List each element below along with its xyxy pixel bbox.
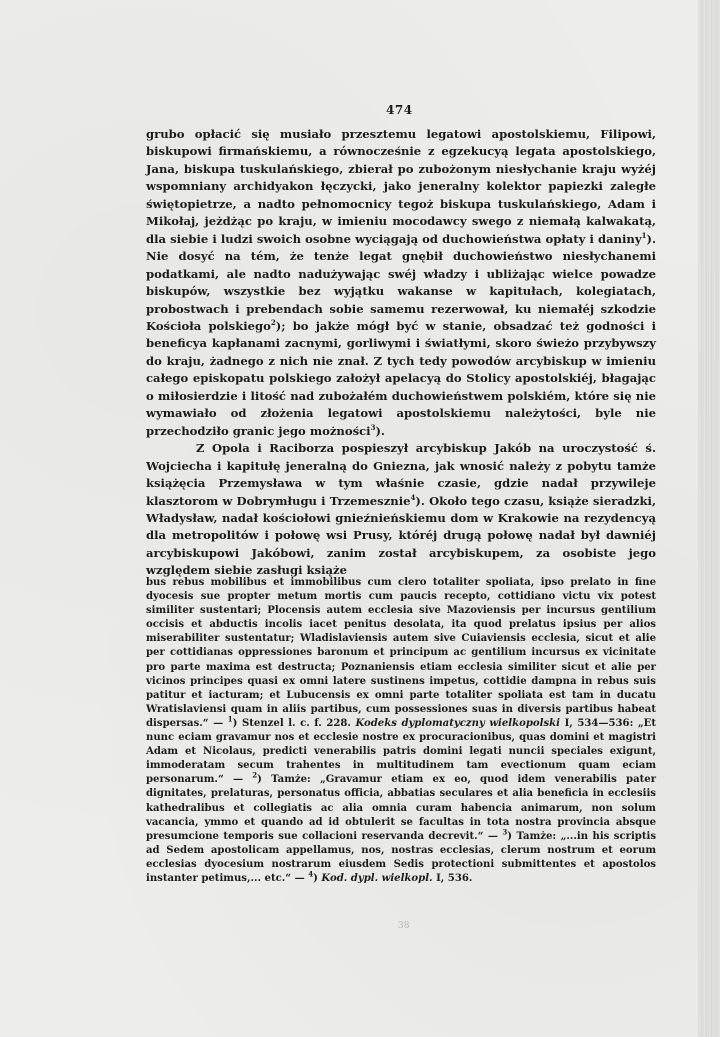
footnote-ref: 3 bbox=[370, 422, 376, 432]
footnote-mark: 1 bbox=[227, 714, 233, 724]
footnote-mark: 2 bbox=[252, 770, 258, 780]
footnote-mark: 4 bbox=[308, 869, 314, 879]
footnote-ref: 1 bbox=[641, 230, 647, 240]
citation-title: Kod. dypl. wielkopl. bbox=[321, 872, 433, 884]
page-number: 474 bbox=[386, 103, 413, 117]
footnote-ref: 4 bbox=[410, 492, 416, 502]
paragraph: grubo opłacić się musiało przesztemu legatowi apostolskiemu, Filipowi, biskupowi firmańskiemu, a równocześnie z egzekucyą legata apostolskiego, Jana, biskupa tuskulańskiego, zbierał po zubożonym niesłychanie kraju wyżéj wspomniany archidyakon łęczycki, jako jeneralny kolektor papiezki zaległe świętopietrze, a nadto pełnomocnicy tegoż biskupa tuskulańskiego, Adam i Mikołaj, jeżdżąc po kraju, w imieniu mocodawcy swego z niemałą kalwakatą, dla siebie i ludzi swoich osobne wyciągają od duchowieństwa opłaty i daniny$^1$). Nie dosyć na tém, że tenże legat gnębił duchowieństwo niesłychanemi podatkami, ale nadto nadużywając swéj władzy i ubliżając wielce powadze biskupów, wszystkie bez wyjątku wakanse w kapitułach, kolegiatach, probostwach i prebendach sobie samemu rezerwował, ku niemałéj szkodzie Kościoła polskiego$^2$); bo jakże mógł być w stanie, obsadzać też godności i beneficya kapłanami zacnymi, gorliwymi i światłymi, skoro świeżo przybywszy do kraju, żadnego z nich nie znał. Z tych tedy powodów arcybiskup w imieniu całego episkopatu polskiego założył apelacyą do Stolicy apostolskiéj, błagając o miłosierdzie i litość nad zubożałém duchowieństwem polskiém, które się nie wymawiało od złożenia legatowi apostolskiemu należytości, byle nie przechodziło granic jego możności$^3$). bbox=[146, 127, 657, 438]
footnote-ref: 2 bbox=[270, 318, 276, 328]
page-edge-shadow bbox=[698, 0, 720, 1037]
paragraph: Z Opola i Raciborza pospieszył arcybiskup Jakób na uroczystość ś. Wojciecha i kapitułę jeneralną do Gniezna, jak wnosić należy z pobytu tamże książęcia Przemysława w tym właśnie czasie, gdzie nadał przywileje klasztorom w Dobrymługu i Trzemesznie$^4$). Około tego czasu, książe sieradzki, Władysław, nadał kościołowi gnieźnieńskiemu dom w Krakowie na rezydencyą dla metropolitów i połowę wsi Prusy, któréj drugą połowę nadał był dawniéj arcybiskupowi Jakóbowi, zanim został arcybiskupem, za osobiste jego względem siebie zasługi książe bbox=[146, 441, 656, 578]
footnote-mark: 3 bbox=[502, 827, 508, 837]
footnotes bbox=[146, 576, 656, 886]
faint-page-mark: 38 bbox=[398, 921, 410, 931]
main-text bbox=[146, 126, 656, 580]
footnote-block: bus rebus mobilibus et immobilibus cum clero totaliter spoliata, ipso prelato in fine dyocesis sue propter metum mortis cum paucis recepto, cottidiano victu vix potest similiter sustentari; Plocensis autem ecclesia sive Mazoviensis per incursus gentilium occisis et abductis incolis iacet penitus desolata, ita quod prelatus ipsius per alios miserabiliter sustentatur; Wladislaviensis autem sive Cuiaviensis ecclesia, sicut et alie per cottidianas oppressiones baronum et principum ac gentilium incursus ex vicinitate pro parte maxima est destructa; Poznaniensis etiam ecclesia similiter sicut et alie per vicinos principes quasi ex omni latere sustinens impetus, cottidie dampna in rebus suis patitur et iacturam; et Lubucensis ex omni parte totaliter spoliata est tam in ducatu Wratislaviensi quam in aliis partibus, cum possessiones suas in diversis partibus habeat dispersas.“ — $^1$) Stenzel l. c. f. 228. Kodeks dyplomatyczny wielkopolski I, 534—536: „Et nunc eciam gravamur nos et ecclesie nostre ex procuracionibus, quas domini et magistri Adam et Nicolaus, predicti venerabilis patris domini legati nuncii speciales exigunt, immoderatam secum trahentes in multitudinem tam evectionum quam eciam personarum.“ — $^2$) Tamże: „Gravamur etiam ex eo, quod idem venerabilis pater dignitates, prelaturas, personatus officia, abbatias seculares et alia beneficia in ecclesiis kathedralibus et collegiatis ac alia omnia curam habencia animarum, non solum vacancia, ymmo et quando ad id obtulerit se facultas in tota nostra provincia absque presumcione temporis sue collacioni reservanda decrevit.“ — $^3$) Tamże: „...in his scriptis ad Sedem apostolicam appellamus, nos, nostras ecclesias, clerum nostrum et eorum ecclesias dyocesium nostrarum eiusdem Sedis protectioni submittentes et apostolos instanter petimus,... etc.“ — $^4$) Kod. dypl. wielkopl. I, 536. bbox=[146, 577, 657, 884]
citation-title: Kodeks dyplomatyczny wielkopolski bbox=[355, 717, 561, 729]
